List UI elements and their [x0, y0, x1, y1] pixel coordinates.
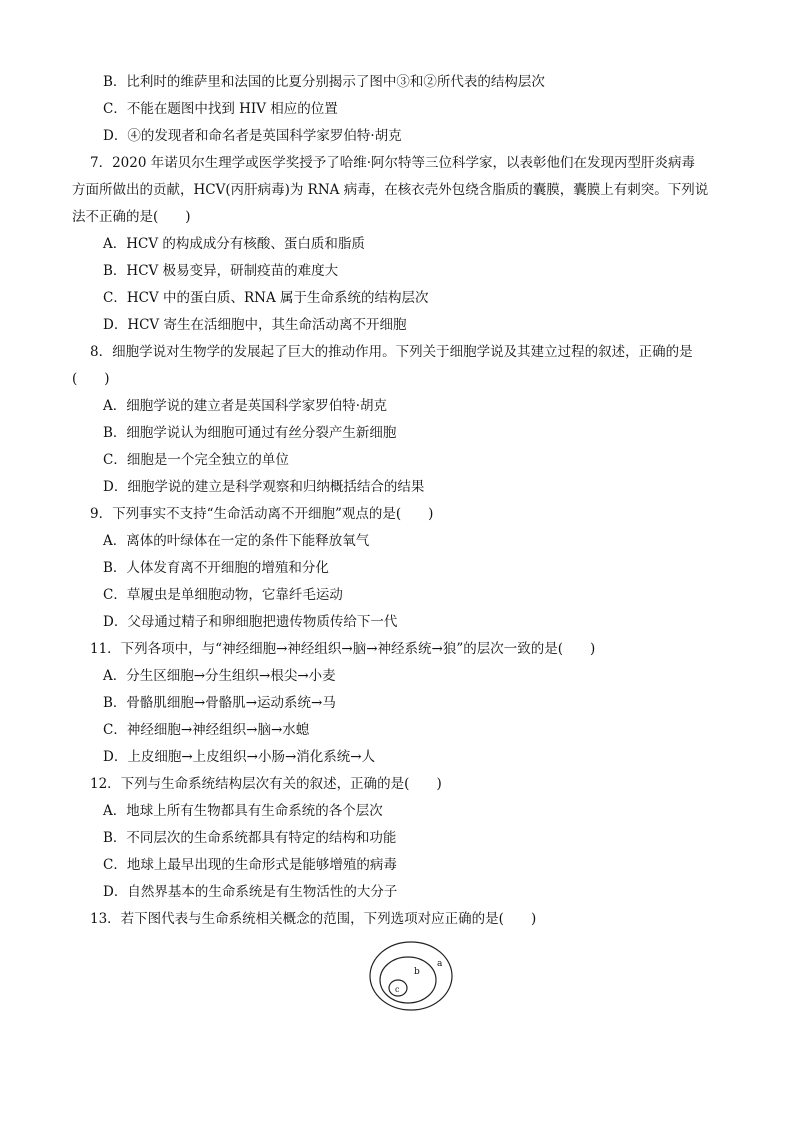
- nested-circles-diagram: [368, 940, 454, 1012]
- q12-stem: 12．下列与生命系统结构层次有关的叙述，正确的是( ): [90, 776, 442, 792]
- q8-option-b: B．细胞学说认为细胞可通过有丝分裂产生新细胞: [103, 425, 397, 441]
- q6-option-d: D．④的发现者和命名者是英国科学家罗伯特·胡克: [103, 128, 402, 144]
- q8-option-c: C．细胞是一个完全独立的单位: [103, 452, 289, 468]
- circle-b: [380, 957, 436, 1003]
- q7-stem-line-2: 方面所做出的贡献，HCV(丙肝病毒)为 RNA 病毒，在核衣壳外包绕含脂质的囊膜，囊膜上有刺突。下列说: [72, 182, 709, 198]
- q9-option-b: B．人体发育离不开细胞的增殖和分化: [103, 560, 329, 576]
- label-c: c: [395, 985, 400, 994]
- label-a: a: [437, 959, 443, 969]
- q7-option-a: A．HCV 的构成成分有核酸、蛋白质和脂质: [103, 236, 365, 252]
- q12-option-d: D．自然界基本的生命系统是有生物活性的大分子: [103, 884, 398, 900]
- q12-option-b: B．不同层次的生命系统都具有特定的结构和功能: [103, 830, 397, 846]
- q7-stem-line-1: 7．2020 年诺贝尔生理学或医学奖授予了哈维·阿尔特等三位科学家，以表彰他们在发现丙型肝炎病毒: [90, 155, 696, 171]
- q12-option-c: C．地球上最早出现的生命形式是能够增殖的病毒: [103, 857, 397, 873]
- q9-option-d: D．父母通过精子和卵细胞把遗传物质传给下一代: [103, 614, 398, 630]
- q6-option-c: C．不能在题图中找到 HIV 相应的位置: [103, 101, 338, 117]
- q8-option-d: D．细胞学说的建立是科学观察和归纳概括结合的结果: [103, 479, 425, 495]
- q9-option-c: C．草履虫是单细胞动物，它靠纤毛运动: [103, 587, 343, 603]
- q6-option-b: B．比利时的维萨里和法国的比夏分别揭示了图中③和②所代表的结构层次: [103, 74, 545, 90]
- q7-option-b: B．HCV 极易变异，研制疫苗的难度大: [103, 263, 339, 279]
- q11-option-c: C．神经细胞→神经组织→脑→水螅: [103, 722, 310, 738]
- q8-stem-line-1: 8．细胞学说对生物学的发展起了巨大的推动作用。下列关于细胞学说及其建立过程的叙述，正确的是: [90, 344, 693, 360]
- q7-option-d: D．HCV 寄生在活细胞中，其生命活动离不开细胞: [103, 317, 407, 333]
- q11-stem: 11．下列各项中，与“神经细胞→神经组织→脑→神经系统→狼”的层次一致的是( ): [90, 641, 596, 657]
- q12-option-a: A．地球上所有生物都具有生命系统的各个层次: [103, 803, 383, 819]
- circle-a: [370, 942, 452, 1010]
- q11-option-b: B．骨骼肌细胞→骨骼肌→运动系统→马: [103, 695, 336, 711]
- q8-stem-line-2: ( ): [72, 371, 110, 387]
- q8-option-a: A．细胞学说的建立者是英国科学家罗伯特·胡克: [103, 398, 388, 414]
- label-b: b: [414, 967, 420, 977]
- q11-option-d: D．上皮细胞→上皮组织→小肠→消化系统→人: [103, 749, 376, 765]
- q7-stem-line-3: 法不正确的是( ): [72, 209, 191, 225]
- q9-option-a: A．离体的叶绿体在一定的条件下能释放氧气: [103, 533, 370, 549]
- q7-option-c: C．HCV 中的蛋白质、RNA 属于生命系统的结构层次: [103, 290, 429, 306]
- q11-option-a: A．分生区细胞→分生组织→根尖→小麦: [103, 668, 336, 684]
- q9-stem: 9．下列事实不支持“生命活动离不开细胞”观点的是( ): [90, 506, 434, 522]
- q13-stem: 13．若下图代表与生命系统相关概念的范围，下列选项对应正确的是( ): [90, 911, 537, 927]
